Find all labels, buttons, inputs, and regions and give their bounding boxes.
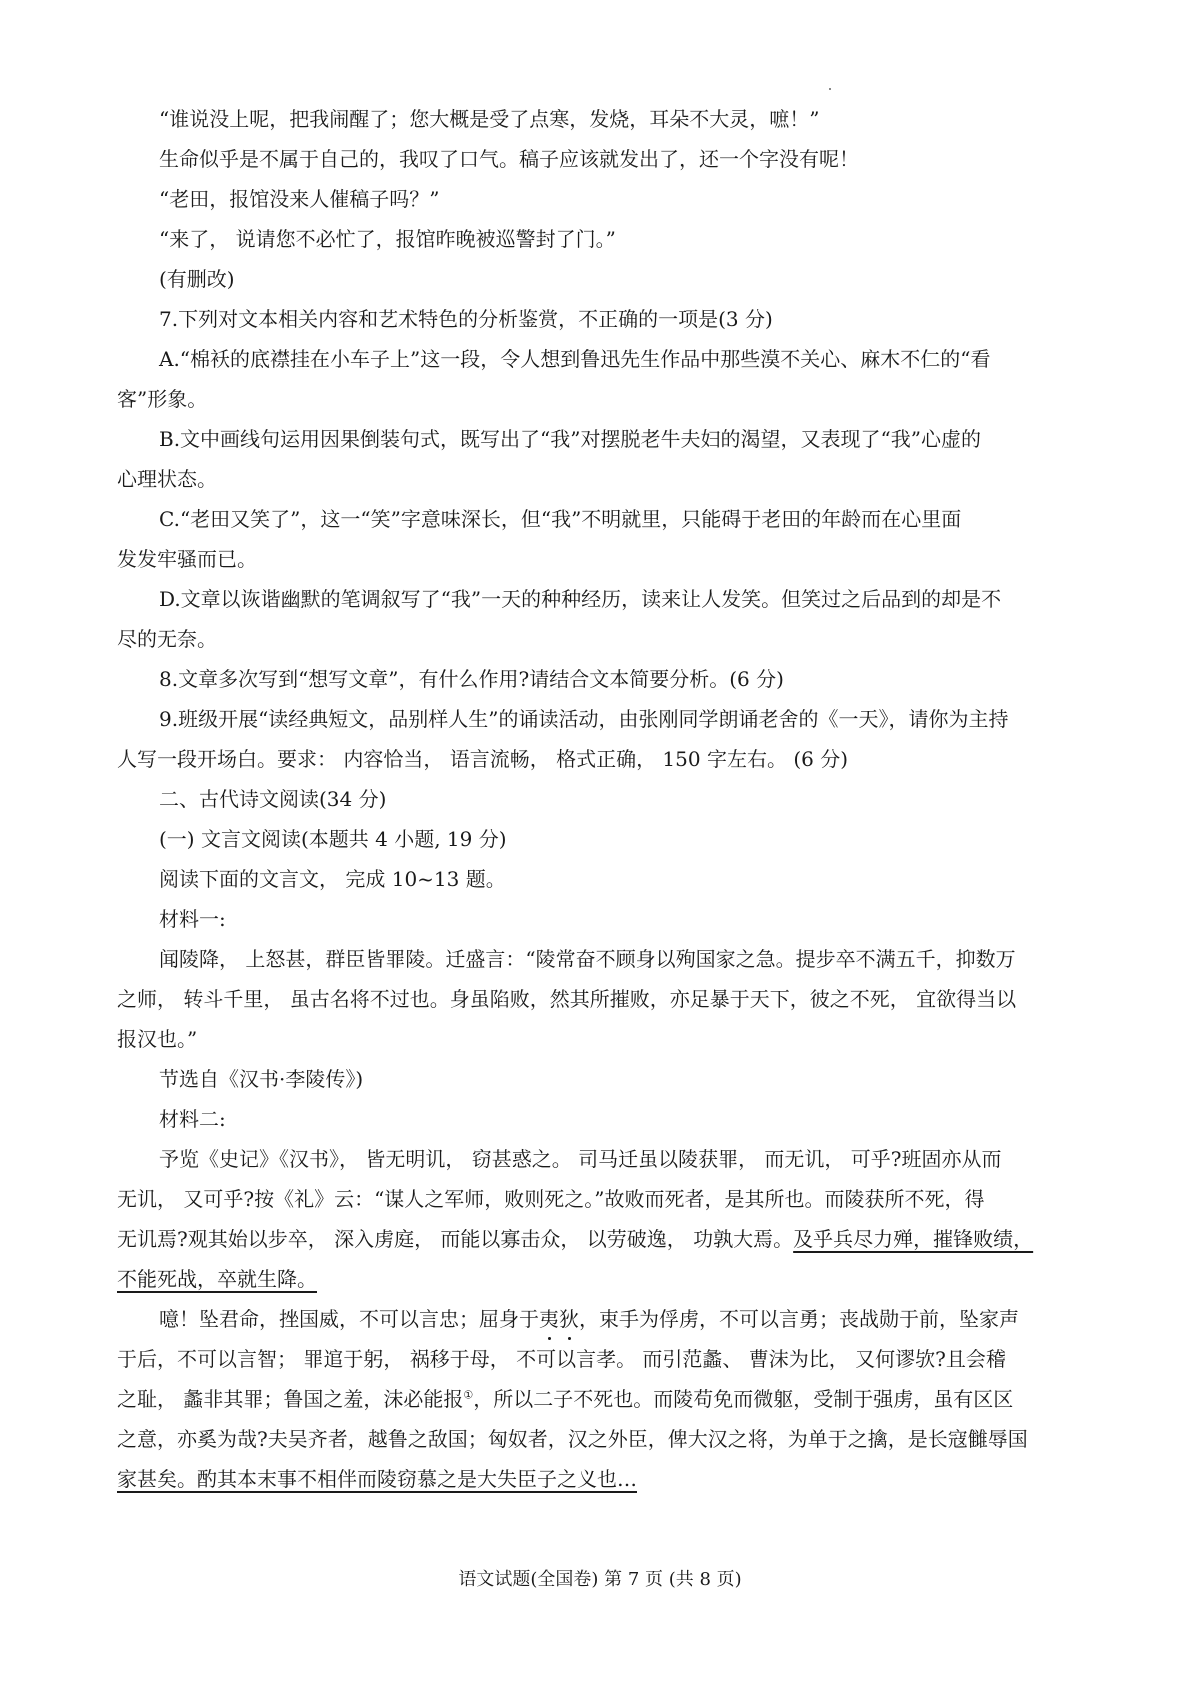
question-9-line-2: 人写一段开场白。要求： 内容恰当， 语言流畅， 格式正确， 150 字左右。 (6 分): [117, 747, 849, 771]
underlined-sentence-3: 家甚矣。酌其本末事不相伴而陵窃慕之是大失臣子之义也…: [117, 1467, 637, 1491]
option-a-line-1: A.“棉袄的底襟挂在小车子上”这一段，令人想到鲁迅先生作品中那些漠不关心、麻木不仁的“看: [159, 347, 991, 371]
reading-instruction: 阅读下面的文言文， 完成 10~13 题。: [159, 867, 506, 891]
material-2-line-7-text-a: 之耻， 蠡非其罪；鲁国之羞，沫必能报: [117, 1387, 464, 1411]
emphasis-char-2: 狄: [559, 1307, 579, 1331]
material-1-line-3: 报汉也。”: [117, 1027, 198, 1051]
question-8: 8.文章多次写到“想写文章”，有什么作用?请结合文本简要分析。(6 分): [159, 667, 784, 691]
option-d-line-2: 尽的无奈。: [117, 627, 217, 651]
material-2-line-4: [117, 1266, 317, 1292]
material-2-line-5-text-b: ，束手为俘虏，不可以言勇；丧战勋于前，坠家声: [579, 1307, 1019, 1331]
emphasis-char-1: 夷: [539, 1307, 559, 1331]
story-line-2: 生命似乎是不属于自己的，我叹了口气。稿子应该就发出了，还一个字没有呢！: [159, 147, 859, 171]
material-2-line-3-text: 无讥焉?观其始以步卒， 深入虏庭， 而能以寡击众， 以劳破逸， 功孰大焉。: [117, 1227, 794, 1251]
footnote-marker: ①: [463, 1388, 474, 1402]
material-2-label: 材料二:: [159, 1107, 226, 1131]
option-b-line-2: 心理状态。: [117, 467, 217, 491]
material-1-line-1: 闻陵降， 上怒甚，群臣皆罪陵。迁盛言：“陵常奋不顾身以殉国家之急。提步卒不满五千，抑数万: [159, 947, 1016, 971]
material-2-line-5-text-a: 噫！坠君命，挫国威，不可以言忠；屈身于: [159, 1307, 539, 1331]
question-7: 7.下列对文本相关内容和艺术特色的分析鉴赏，不正确的一项是(3 分): [159, 307, 773, 331]
question-9-line-1: 9.班级开展“读经典短文，品别样人生”的诵读活动，由张刚同学朗诵老舍的《一天》，请你为主持: [159, 707, 1009, 731]
section-2-heading: 二、古代诗文阅读(34 分): [159, 787, 387, 811]
material-2-line-5: [159, 1306, 1019, 1332]
option-a-line-2: 客”形象。: [117, 387, 208, 411]
story-line-1: “谁说没上呢，把我闹醒了；您大概是受了点寒，发烧，耳朵不大灵，嗻！”: [159, 107, 820, 131]
material-1-line-2: 之师， 转斗千里， 虽古名将不过也。身虽陷败，然其所摧败，亦足暴于天下，彼之不死， 宜欲得当以: [117, 987, 1017, 1011]
option-b-line-1: B.文中画线句运用因果倒装句式，既写出了“我”对摆脱老牛夫妇的渴望，又表现了“我”心虚的: [159, 427, 981, 451]
material-2-line-7: [117, 1386, 1013, 1412]
option-c-line-1: C.“老田又笑了”，这一“笑”字意味深长，但“我”不明就里，只能碍于老田的年龄而在心里面: [159, 507, 962, 531]
underlined-sentence-part-2: 不能死战，卒就生降。: [117, 1267, 317, 1291]
material-1-label: 材料一:: [159, 907, 226, 931]
story-line-3: “老田，报馆没来人催稿子吗？”: [159, 187, 440, 211]
material-2-line-9: [117, 1466, 637, 1492]
material-2-line-6: 于后，不可以言智； 罪逭于躬， 祸移于母， 不可以言孝。 而引范蠡、 曹沫为比， 又何谬欤?且会稽: [117, 1347, 1006, 1371]
underlined-sentence-part-1: 及乎兵尽力殚，摧锋败绩，: [793, 1227, 1034, 1251]
material-2-line-7-text-b: ，所以二子不死也。而陵苟免而微躯，受制于强虏，虽有区区: [473, 1387, 1014, 1411]
scan-mark: [829, 88, 831, 90]
source-note: (有删改): [159, 267, 235, 291]
page-footer: 语文试题(全国卷) 第 7 页 (共 8 页): [458, 1569, 742, 1590]
option-d-line-1: D.文章以诙谐幽默的笔调叙写了“我”一天的种种经历，读来让人发笑。但笑过之后品到的却是不: [159, 587, 1002, 611]
material-2-line-1: 予览《史记》《汉书》， 皆无明讥， 窃甚惑之。 司马迁虽以陵获罪， 而无讥， 可乎?班固亦从而: [159, 1147, 1002, 1171]
subsection-heading: (一) 文言文阅读(本题共 4 小题, 19 分): [159, 827, 507, 851]
material-1-source: 节选自《汉书·李陵传》): [159, 1067, 364, 1091]
option-c-line-2: 发发牢骚而已。: [117, 547, 257, 571]
material-2-line-2: 无讥， 又可乎?按《礼》云：“谋人之军师，败则死之。”故败而死者，是其所也。而陵获所不死，得: [117, 1187, 985, 1211]
story-line-4: “来了， 说请您不必忙了，报馆昨晚被巡警封了门。”: [159, 227, 616, 251]
material-2-line-3: [117, 1226, 1033, 1252]
material-2-line-8: 之意，亦奚为哉?夫吴齐者，越鲁之敌国；匈奴者，汉之外臣，俾大汉之将，为单于之擒，是长寇雠辱国: [117, 1427, 1028, 1451]
